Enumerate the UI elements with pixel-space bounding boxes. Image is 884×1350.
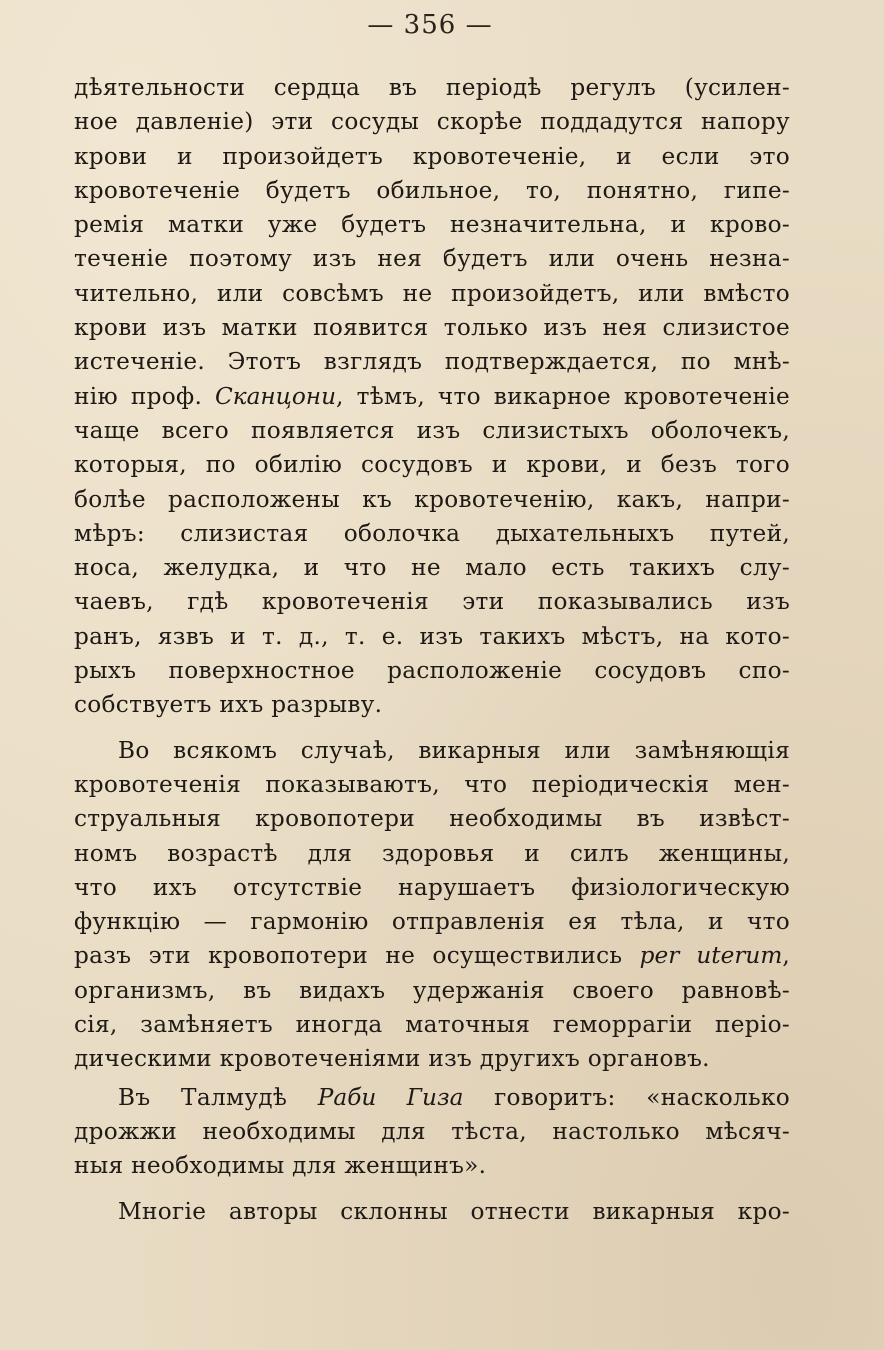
author-name-italic: Раби Гиза <box>317 1083 464 1111</box>
text-line: рыхъ поверхностное расположеніе сосудовъ спо- <box>74 657 790 685</box>
text-line: номъ возрастѣ для здоровья и силъ женщины, <box>74 839 790 867</box>
text-line: Многіе авторы склонны отнести викарныя кро- <box>118 1197 790 1225</box>
text-segment: разъ эти кровопотери не осуществились <box>74 942 640 970</box>
text-line: мѣръ: слизистая оболочка дыхательныхъ путей, <box>74 519 790 547</box>
text-line: дическими кровотеченіями изъ другихъ органовъ. <box>74 1045 710 1073</box>
text-segment: говоритъ: «насколько <box>463 1083 790 1111</box>
text-segment: Въ Талмудѣ <box>118 1083 318 1111</box>
text-line: организмъ, въ видахъ удержанія своего равновѣ- <box>74 976 790 1004</box>
author-name-italic: Сканцони <box>214 382 337 410</box>
text-line: которыя, по обилію сосудовъ и крови, и безъ того <box>74 451 790 479</box>
text-line: истеченіе. Этотъ взглядъ подтверждается, по мнѣ- <box>74 348 790 376</box>
text-line: сія, замѣняетъ иногда маточныя геморрагіи періо- <box>74 1011 790 1039</box>
text-line: чительно, или совсѣмъ не произойдетъ, или вмѣсто <box>74 279 790 307</box>
text-segment: , тѣмъ, что викарное кровотеченіе <box>336 382 790 410</box>
latin-phrase-italic: per uterum <box>639 942 783 970</box>
text-body <box>74 71 790 1229</box>
text-line: дрожжи необходимы для тѣста, настолько мѣсяч- <box>74 1117 790 1145</box>
text-line: собствуетъ ихъ разрыву. <box>74 691 383 719</box>
text-line: дѣятельности сердца въ періодѣ регулъ (усилен- <box>74 74 790 101</box>
text-line: кровотеченіе будетъ обильное, то, понятно, гипе- <box>74 176 790 204</box>
text-line <box>74 1081 790 1115</box>
text-segment: нію проф. <box>74 382 215 410</box>
text-line: носа, желудка, и что не мало есть такихъ слу- <box>74 554 790 582</box>
text-line: крови изъ матки появится только изъ нея слизистое <box>74 314 790 342</box>
paragraph-4 <box>74 1195 790 1229</box>
text-line: теченіе поэтому изъ нея будетъ или очень незна- <box>74 245 790 273</box>
text-line <box>74 380 790 414</box>
text-line: Во всякомъ случаѣ, викарныя или замѣняющія <box>118 736 790 764</box>
text-line <box>74 939 790 973</box>
text-line: болѣе расположены къ кровотеченію, какъ, напри- <box>74 485 790 513</box>
text-line: чаще всего появляется изъ слизистыхъ оболочекъ, <box>74 416 790 444</box>
text-line: ныя необходимы для женщинъ». <box>74 1152 487 1180</box>
text-line: кровотеченія показываютъ, что періодическія мен- <box>74 770 790 798</box>
paragraph-gap <box>74 723 790 734</box>
text-line: ремія матки уже будетъ незначительна, и крово- <box>74 211 790 239</box>
paragraph-1 <box>74 71 790 723</box>
text-line: крови и произойдетъ кровотеченіе, и если это <box>74 142 790 170</box>
text-line: ранъ, язвъ и т. д., т. е. изъ такихъ мѣстъ, на кото- <box>74 622 790 650</box>
text-line: ное давленіе) эти сосуды скорѣе поддадутся напору <box>74 108 790 136</box>
paragraph-3 <box>74 1081 790 1184</box>
text-line: чаевъ, гдѣ кровотеченія эти показывались изъ <box>74 588 790 616</box>
page-number: — 356 — <box>367 10 493 40</box>
paragraph-gap <box>74 1184 790 1195</box>
paragraph-2 <box>74 734 790 1077</box>
text-line: что ихъ отсутствіе нарушаетъ физіологическую <box>74 873 790 901</box>
text-line: струальныя кровопотери необходимы въ извѣст- <box>74 805 790 833</box>
text-line: функцію — гармонію отправленія ея тѣла, и что <box>74 908 790 936</box>
text-segment: , <box>782 942 791 970</box>
